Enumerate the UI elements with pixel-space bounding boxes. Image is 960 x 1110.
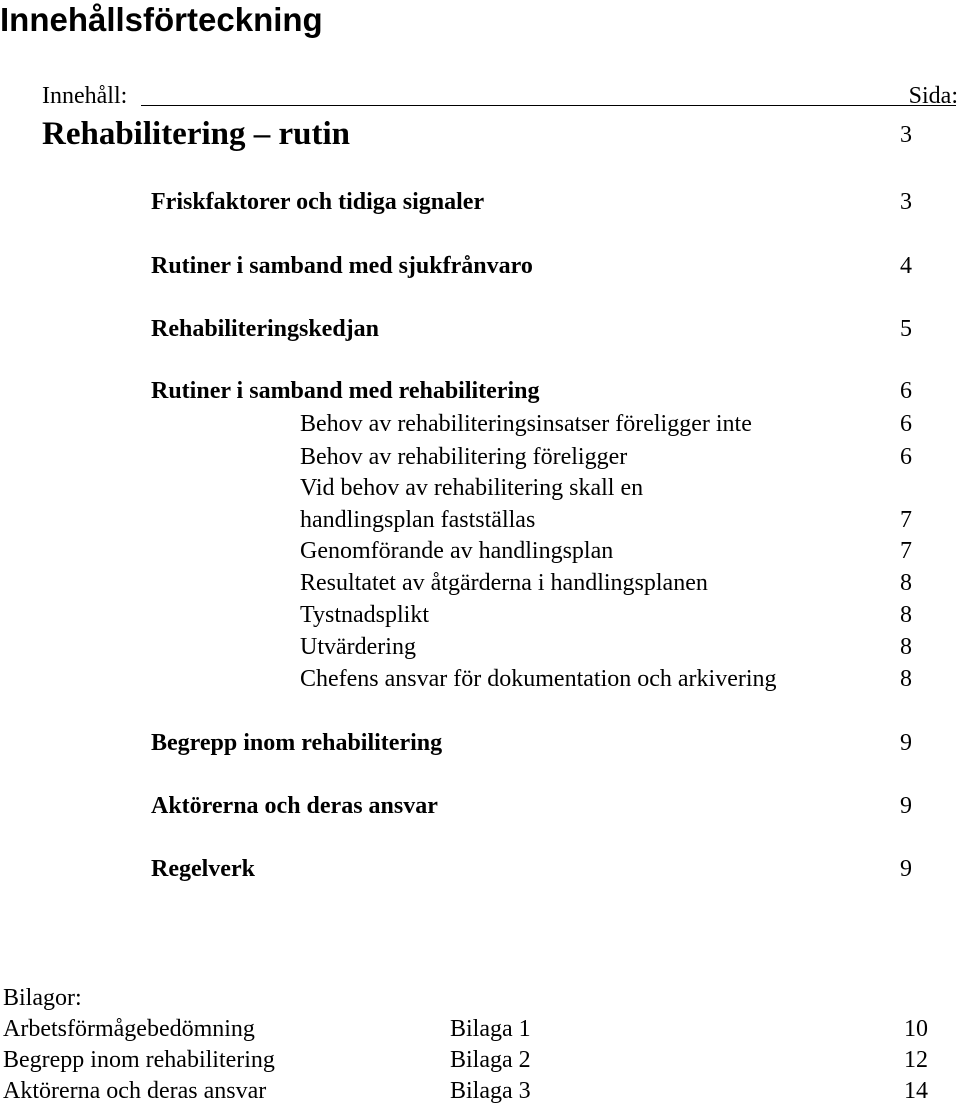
toc-entry-page: 8 xyxy=(900,570,912,596)
toc-entry-label: Rutiner i samband med rehabilitering xyxy=(151,378,540,404)
toc-entry-page: 5 xyxy=(900,316,912,342)
toc-header-page: Sida: xyxy=(908,83,958,109)
toc-entry-page: 6 xyxy=(900,411,912,437)
toc-entry-page: 8 xyxy=(900,666,912,692)
toc-entry xyxy=(0,314,960,344)
toc-entry-label: Rutiner i samband med sjukfrånvaro xyxy=(151,253,533,279)
toc-entry-page: 3 xyxy=(900,189,912,215)
toc-subentry xyxy=(0,536,960,566)
toc-entry-label: Regelverk xyxy=(151,856,255,882)
toc-entry-label: Aktörerna och deras ansvar xyxy=(151,793,438,819)
toc-entry-label: Resultatet av åtgärderna i handlingsplanen xyxy=(300,570,708,596)
toc-entry-label: Friskfaktorer och tidiga signaler xyxy=(151,189,485,215)
toc-subentry xyxy=(0,473,960,503)
toc-entry-label: Begrepp inom rehabilitering xyxy=(151,730,443,756)
toc-entry-page: 6 xyxy=(900,444,912,470)
toc-entry-page: 6 xyxy=(900,378,912,404)
toc-entry-page: 9 xyxy=(900,730,912,756)
attachment-ref: Bilaga 3 xyxy=(450,1078,531,1104)
attachment-ref: Bilaga 1 xyxy=(450,1016,531,1042)
attachment-name: Arbetsförmågebedömning xyxy=(3,1016,255,1042)
attachments-title: Bilagor: xyxy=(3,985,82,1011)
toc-entry-page: 8 xyxy=(900,602,912,628)
toc-entry xyxy=(0,728,960,758)
toc-subentry xyxy=(0,664,960,694)
main-section-page: 3 xyxy=(900,122,912,148)
toc-entry-label: Behov av rehabiliteringsinsatser föreligger inte xyxy=(300,411,752,437)
attachment-name: Begrepp inom rehabilitering xyxy=(3,1047,275,1073)
toc-entry xyxy=(0,251,960,281)
toc-entry xyxy=(0,376,960,406)
toc-entry xyxy=(0,791,960,821)
main-section-title: Rehabilitering – rutin xyxy=(42,116,351,152)
attachment-name: Aktörerna och deras ansvar xyxy=(3,1078,267,1104)
attachment-ref: Bilaga 2 xyxy=(450,1047,531,1073)
toc-entry-label: Utvärdering xyxy=(300,634,416,660)
toc-entry xyxy=(0,854,960,884)
attachment-row xyxy=(0,1014,960,1044)
toc-entry-label: Vid behov av rehabilitering skall en xyxy=(300,475,644,501)
toc-subentry xyxy=(0,505,960,535)
toc-entry xyxy=(0,187,960,217)
toc-header-rule xyxy=(141,105,956,106)
toc-entry-page: 9 xyxy=(900,793,912,819)
attachment-row xyxy=(0,1045,960,1075)
toc-entry-label: handlingsplan fastställas xyxy=(300,507,536,533)
attachment-page: 12 xyxy=(904,1047,928,1073)
document-title: Innehållsförteckning xyxy=(0,1,323,38)
toc-entry-page: 8 xyxy=(900,634,912,660)
toc-subentry xyxy=(0,409,960,439)
toc-entry-page: 4 xyxy=(900,253,912,279)
toc-entry-label: Behov av rehabilitering föreligger xyxy=(300,444,628,470)
toc-subentry xyxy=(0,600,960,630)
toc-subentry xyxy=(0,632,960,662)
toc-entry-page: 9 xyxy=(900,856,912,882)
attachment-row xyxy=(0,1076,960,1106)
toc-header-contents: Innehåll: xyxy=(42,83,128,109)
toc-entry-page: 7 xyxy=(900,507,912,533)
toc-entry-page: 7 xyxy=(900,538,912,564)
toc-entry-label: Genomförande av handlingsplan xyxy=(300,538,614,564)
toc-entry-label: Rehabiliteringskedjan xyxy=(151,316,380,342)
attachment-page: 14 xyxy=(904,1078,928,1104)
attachment-page: 10 xyxy=(904,1016,928,1042)
toc-entry-label: Tystnadsplikt xyxy=(300,602,429,628)
toc-entry-label: Chefens ansvar för dokumentation och arkivering xyxy=(300,666,777,692)
toc-subentry xyxy=(0,442,960,472)
toc-subentry xyxy=(0,568,960,598)
